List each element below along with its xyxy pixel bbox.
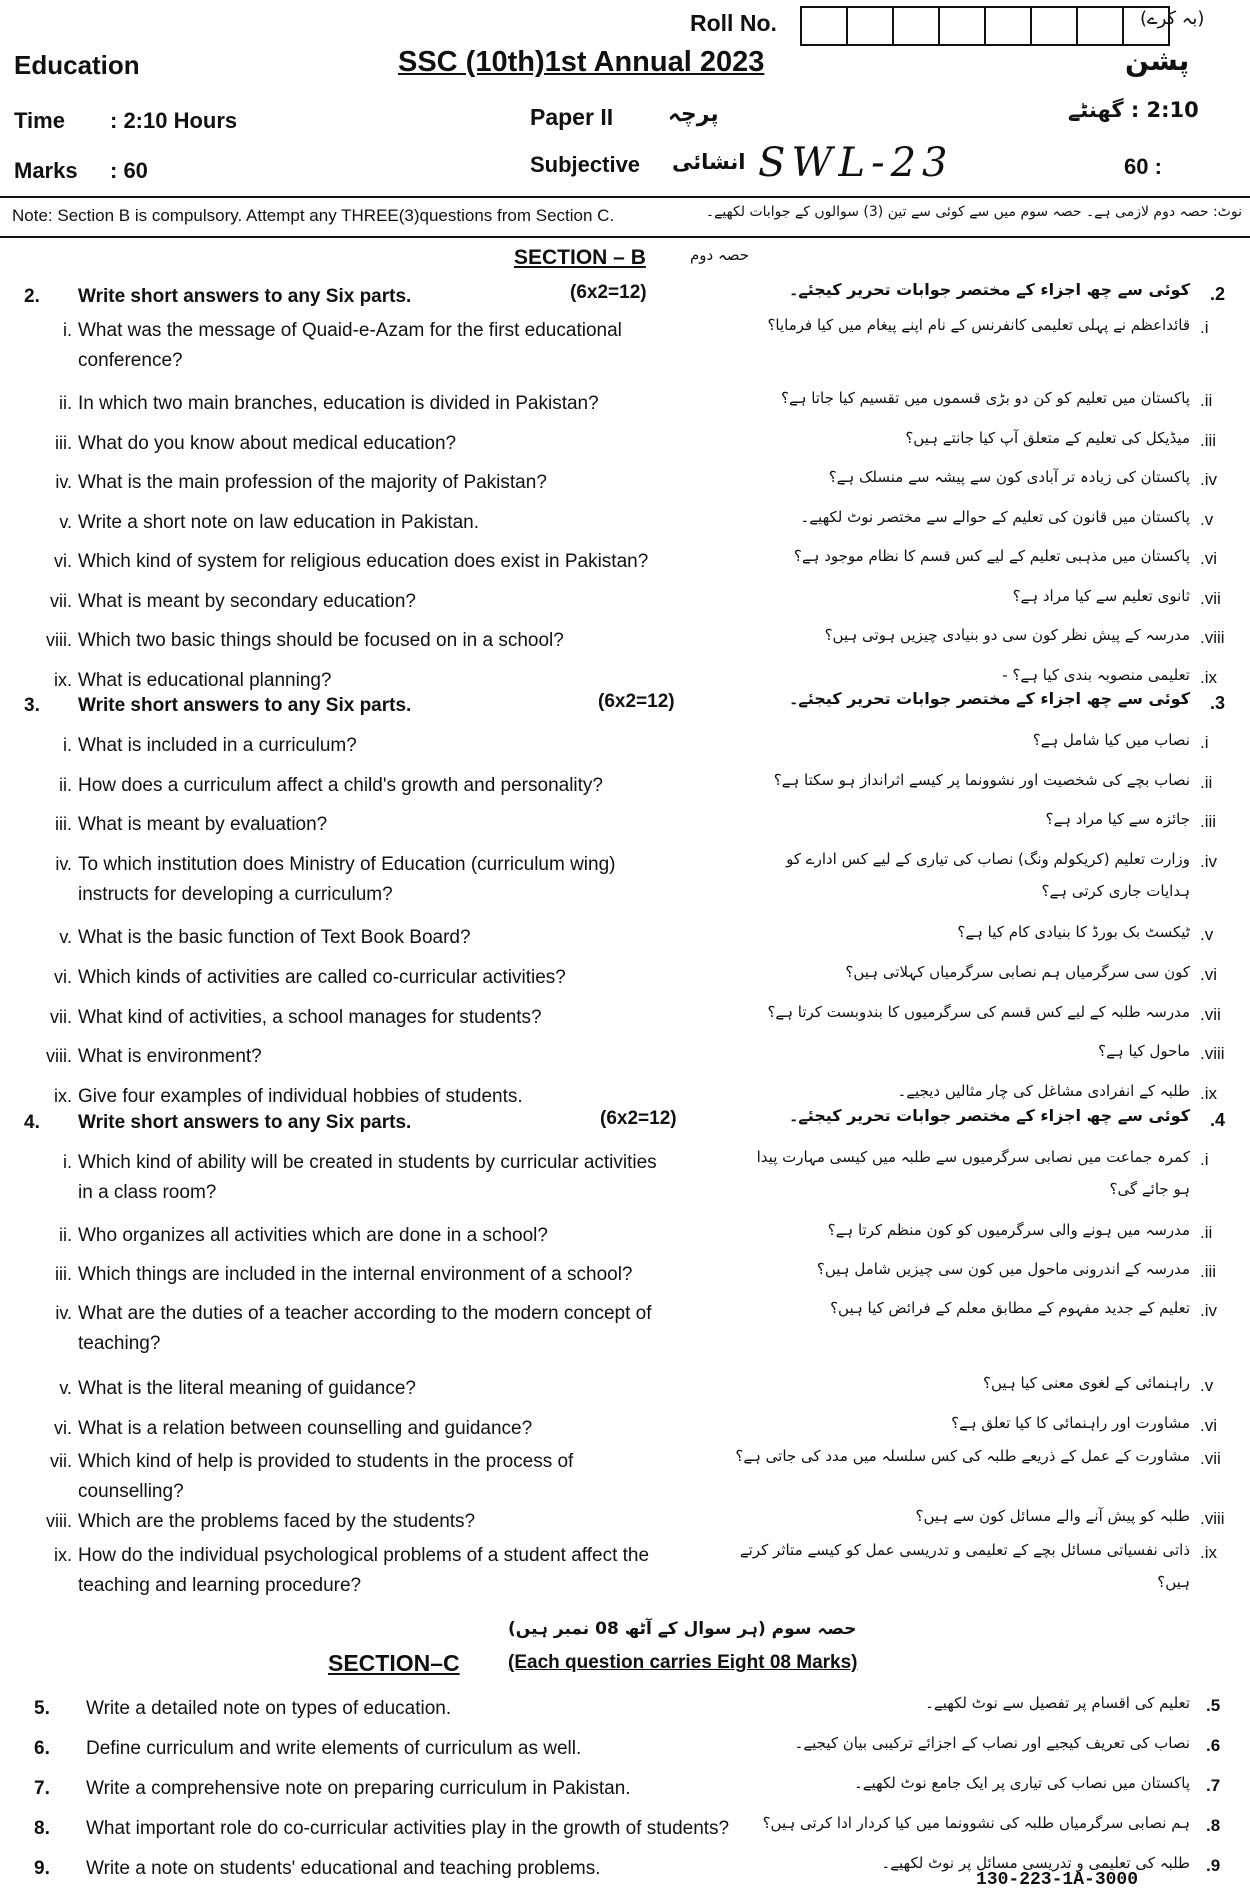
part-question: What is included in a curriculum? bbox=[78, 735, 357, 756]
part-question: To which institution does Ministry of Education (curriculum wing) bbox=[78, 854, 616, 875]
part-roman-urdu: .ix bbox=[1200, 668, 1217, 687]
part-question: Which two basic things should be focused on in a school? bbox=[78, 630, 564, 651]
part-question-urdu: ثانوی تعلیم سے کیا مراد ہے؟ bbox=[1012, 587, 1190, 605]
part-roman: vi. bbox=[54, 1418, 72, 1438]
subjective-urdu: انشائی bbox=[672, 150, 746, 174]
part-question: What is meant by evaluation? bbox=[78, 814, 328, 835]
question-text: Write a detailed note on types of education. bbox=[86, 1698, 452, 1719]
part-question: Which kinds of activities are called co-curricular activities? bbox=[78, 967, 566, 988]
part-roman: iv. bbox=[55, 1303, 72, 1323]
part-question-cont: teaching and learning procedure? bbox=[78, 1575, 362, 1596]
question-text: What important role do co-curricular activities play in the growth of students? bbox=[86, 1818, 730, 1839]
part-question: Write a short note on law education in Pakistan. bbox=[78, 512, 479, 533]
part-roman-urdu: .i bbox=[1200, 1150, 1209, 1169]
question-text-urdu: نصاب کی تعریف کیجیے اور نصاب کے اجزائے ترکیبی بیان کیجیے۔ bbox=[794, 1734, 1190, 1752]
part-question: Which kind of ability will be created in students by curricular activities bbox=[78, 1152, 657, 1173]
part-question-urdu: پاکستان میں قانون کی تعلیم کے حوالے سے مختصر نوٹ لکھیے۔ bbox=[800, 508, 1190, 526]
part-roman-urdu: .viii bbox=[1200, 628, 1225, 647]
part-roman-urdu: .vii bbox=[1200, 1449, 1221, 1468]
part-roman-urdu: .iii bbox=[1200, 1262, 1217, 1281]
part-question: What kind of activities, a school manages for students? bbox=[78, 1007, 542, 1028]
part-question: What is the main profession of the majority of Pakistan? bbox=[78, 472, 547, 493]
part-question-urdu: ٹیکسٹ بک بورڈ کا بنیادی کام کیا ہے؟ bbox=[957, 923, 1190, 941]
part-question: What is the literal meaning of guidance? bbox=[78, 1378, 416, 1399]
part-roman: iii. bbox=[55, 1264, 72, 1284]
part-question-urdu: ماحول کیا ہے؟ bbox=[1098, 1042, 1190, 1060]
part-question-urdu: کمرہ جماعت میں نصابی سرگرمیوں سے طلبہ میں کیسی مہارت پیدا bbox=[756, 1148, 1190, 1166]
question-number-urdu: .9 bbox=[1206, 1856, 1221, 1875]
part-question: What do you know about medical education? bbox=[78, 433, 457, 454]
question-number: 9. bbox=[34, 1858, 50, 1879]
part-roman-urdu: .v bbox=[1200, 1376, 1214, 1395]
part-question-urdu: مدرسہ طلبہ کے لیے کس قسم کی سرگرمیوں کا بندوبست کرتا ہے؟ bbox=[767, 1003, 1190, 1021]
paper-label: Paper II bbox=[530, 104, 614, 130]
part-question-urdu: پاکستان میں مذہبی تعلیم کے لیے کس قسم کا نظام موجود ہے؟ bbox=[793, 547, 1190, 565]
part-roman-urdu: .iv bbox=[1200, 1301, 1217, 1320]
question-number: 4. bbox=[24, 1112, 40, 1133]
part-roman: ii. bbox=[59, 1225, 72, 1245]
exam-title: SSC (10th)1st Annual 2023 bbox=[398, 46, 765, 78]
section-c-title: SECTION–C bbox=[328, 1650, 460, 1676]
question-number-urdu: .2 bbox=[1210, 284, 1226, 304]
question-number-urdu: .6 bbox=[1206, 1736, 1221, 1755]
part-roman-urdu: .ix bbox=[1200, 1543, 1217, 1562]
question-text: Write a comprehensive note on preparing curriculum in Pakistan. bbox=[86, 1778, 631, 1799]
part-question: Give four examples of individual hobbies of students. bbox=[78, 1086, 523, 1107]
part-roman: i. bbox=[63, 320, 72, 340]
part-roman: v. bbox=[59, 927, 72, 947]
part-roman: vi. bbox=[54, 967, 72, 987]
marks-value: : 60 bbox=[110, 158, 148, 183]
part-roman-urdu: .ii bbox=[1200, 1223, 1213, 1242]
question-text-urdu: پاکستان میں نصاب کی تیاری پر ایک جامع نوٹ لکھیے۔ bbox=[853, 1774, 1190, 1792]
part-question-urdu: تعلیمی منصوبہ بندی کیا ہے؟ - bbox=[1002, 666, 1190, 684]
part-roman-urdu: .ix bbox=[1200, 1084, 1217, 1103]
part-roman-urdu: .viii bbox=[1200, 1509, 1225, 1528]
question-instruction: Write short answers to any Six parts. bbox=[78, 286, 412, 307]
question-text-urdu: طلبہ کی تعلیمی و تدریسی مسائل پر نوٹ لکھیے۔ bbox=[881, 1854, 1190, 1872]
part-roman: iv. bbox=[55, 854, 72, 874]
part-question: What is meant by secondary education? bbox=[78, 591, 416, 612]
part-roman: iii. bbox=[55, 814, 72, 834]
part-question-urdu: کون سی سرگرمیاں ہم نصابی سرگرمیاں کہلاتی ہیں؟ bbox=[845, 963, 1190, 981]
question-instruction-urdu: کوئی سے چھ اجزاء کے مختصر جوابات تحریر کیجئے۔ bbox=[788, 1106, 1190, 1125]
part-question-urdu: مدرسہ کے اندرونی ماحول میں کون سی چیزیں شامل ہیں؟ bbox=[816, 1260, 1190, 1278]
question-number: 3. bbox=[24, 695, 40, 716]
roll-no-label: Roll No. bbox=[690, 10, 777, 36]
question-number-urdu: .5 bbox=[1206, 1696, 1221, 1715]
part-question-urdu: جائزہ سے کیا مراد ہے؟ bbox=[1045, 810, 1190, 828]
question-marks: (6x2=12) bbox=[598, 691, 675, 712]
part-question: What is the basic function of Text Book Board? bbox=[78, 927, 471, 948]
question-number-urdu: .7 bbox=[1206, 1776, 1221, 1795]
part-question-urdu: مشاورت کے عمل کے ذریعے طلبہ کی کس سلسلہ میں مدد کی جاتی ہے؟ bbox=[735, 1447, 1190, 1465]
part-roman: vii. bbox=[50, 1451, 72, 1471]
part-roman-urdu: .iii bbox=[1200, 431, 1217, 450]
part-roman: viii. bbox=[46, 630, 72, 650]
time-value: : 2:10 Hours bbox=[110, 108, 238, 133]
part-question-cont: teaching? bbox=[78, 1333, 161, 1354]
section-c-subtitle: (Each question carries Eight 08 Marks) bbox=[508, 1652, 858, 1673]
question-number: 8. bbox=[34, 1818, 50, 1839]
part-question-urdu: نصاب میں کیا شامل ہے؟ bbox=[1032, 731, 1190, 749]
part-question-urdu: طلبہ کے انفرادی مشاغل کی چار مثالیں دیجیے۔ bbox=[897, 1082, 1190, 1100]
part-question: Which kind of help is provided to students in the process of bbox=[78, 1451, 574, 1472]
question-number-urdu: .8 bbox=[1206, 1816, 1221, 1835]
part-roman-urdu: .vi bbox=[1200, 1416, 1217, 1435]
section-b-title: SECTION – B bbox=[514, 246, 646, 269]
subjective-label: Subjective bbox=[530, 152, 641, 177]
part-roman: viii. bbox=[46, 1511, 72, 1531]
question-text: Write a note on students' educational and teaching problems. bbox=[86, 1858, 601, 1879]
part-roman: vii. bbox=[50, 591, 72, 611]
part-roman-urdu: .i bbox=[1200, 318, 1209, 337]
question-instruction-urdu: کوئی سے چھ اجزاء کے مختصر جوابات تحریر کیجئے۔ bbox=[788, 280, 1190, 299]
part-question-cont: in a class room? bbox=[78, 1182, 217, 1203]
part-roman: vi. bbox=[54, 551, 72, 571]
subject-title-urdu: پشن bbox=[1125, 44, 1190, 77]
note-urdu: نوٹ: حصہ دوم لازمی ہے۔ حصہ سوم میں سے کوئی سے تین (3) سوالوں کے جوابات لکھیے۔ bbox=[705, 204, 1242, 220]
part-roman: ii. bbox=[59, 393, 72, 413]
part-roman-urdu: .ii bbox=[1200, 391, 1213, 410]
part-question-urdu: مدرسہ کے پیش نظر کون سی دو بنیادی چیزیں ہوتی ہیں؟ bbox=[824, 626, 1190, 644]
part-question-urdu: تعلیم کے جدید مفہوم کے مطابق معلم کے فرائض کیا ہیں؟ bbox=[830, 1299, 1190, 1317]
part-question: Which kind of system for religious education does exist in Pakistan? bbox=[78, 551, 649, 572]
part-question: What is environment? bbox=[78, 1046, 262, 1067]
marks-label: Marks bbox=[14, 158, 78, 183]
part-question: What was the message of Quaid-e-Azam for the first educational bbox=[78, 320, 622, 341]
part-roman: ix. bbox=[54, 670, 72, 690]
time-label: Time bbox=[14, 108, 65, 133]
part-roman: iv. bbox=[55, 472, 72, 492]
part-question: How do the individual psychological problems of a student affect the bbox=[78, 1545, 650, 1566]
header-divider bbox=[0, 196, 1250, 198]
question-number: 2. bbox=[24, 286, 40, 307]
part-question: In which two main branches, education is divided in Pakistan? bbox=[78, 393, 599, 414]
question-number: 7. bbox=[34, 1778, 50, 1799]
note: Note: Section B is compulsory. Attempt any THREE(3)questions from Section C. bbox=[12, 206, 615, 225]
part-question-urdu-cont: ہو جائے گی؟ bbox=[1109, 1180, 1190, 1198]
question-number: 6. bbox=[34, 1738, 50, 1759]
roll-no-boxes[interactable] bbox=[800, 6, 1170, 46]
part-question-urdu: پاکستان میں تعلیم کو کن دو بڑی قسموں میں تقسیم کیا جاتا ہے؟ bbox=[780, 389, 1190, 407]
note-divider bbox=[0, 236, 1250, 238]
part-roman-urdu: .v bbox=[1200, 510, 1214, 529]
part-roman-urdu: .v bbox=[1200, 925, 1214, 944]
part-roman-urdu: .iv bbox=[1200, 470, 1217, 489]
part-roman-urdu: .vi bbox=[1200, 965, 1217, 984]
part-question-urdu: قائداعظم نے پہلی تعلیمی کانفرنس کے نام اپنے پیغام میں کیا فرمایا؟ bbox=[767, 316, 1190, 334]
part-question-urdu: راہنمائی کے لغوی معنی کیا ہیں؟ bbox=[983, 1374, 1190, 1392]
part-roman: i. bbox=[63, 735, 72, 755]
part-question-urdu: مشاورت اور راہنمائی کا کیا تعلق ہے؟ bbox=[951, 1414, 1190, 1432]
part-roman: ix. bbox=[54, 1086, 72, 1106]
part-roman-urdu: .vii bbox=[1200, 589, 1221, 608]
part-question-cont: instructs for developing a curriculum? bbox=[78, 884, 393, 905]
part-question-cont: counselling? bbox=[78, 1481, 184, 1502]
part-roman: vii. bbox=[50, 1007, 72, 1027]
question-instruction-urdu: کوئی سے چھ اجزاء کے مختصر جوابات تحریر کیجئے۔ bbox=[788, 689, 1190, 708]
part-question-urdu: طلبہ کو پیش آنے والے مسائل کون سے ہیں؟ bbox=[915, 1507, 1190, 1525]
part-roman: viii. bbox=[46, 1046, 72, 1066]
part-roman: i. bbox=[63, 1152, 72, 1172]
question-instruction: Write short answers to any Six parts. bbox=[78, 1112, 412, 1133]
part-question-urdu-cont: ہدایات جاری کرتی ہے؟ bbox=[1041, 882, 1190, 900]
paper-code: 130-223-1A-3000 bbox=[976, 1870, 1139, 1890]
part-roman-urdu: .vi bbox=[1200, 549, 1217, 568]
part-question: Who organizes all activities which are done in a school? bbox=[78, 1225, 548, 1246]
part-question: What are the duties of a teacher according to the modern concept of bbox=[78, 1303, 652, 1324]
part-roman: ii. bbox=[59, 775, 72, 795]
part-question-urdu-cont: ہیں؟ bbox=[1157, 1573, 1190, 1591]
part-question-urdu: میڈیکل کی تعلیم کے متعلق آپ کیا جانتے ہیں؟ bbox=[905, 429, 1190, 447]
section-b-title-urdu: حصہ دوم bbox=[690, 246, 750, 264]
part-question-urdu: مدرسہ میں ہونے والی سرگرمیوں کو کون منظم کرتا ہے؟ bbox=[827, 1221, 1190, 1239]
part-roman-urdu: .iii bbox=[1200, 812, 1217, 831]
roll-no-urdu: (بہ کرے) bbox=[1140, 8, 1205, 29]
part-roman: iii. bbox=[55, 433, 72, 453]
part-question: How does a curriculum affect a child's growth and personality? bbox=[78, 775, 603, 796]
part-question: What is a relation between counselling and guidance? bbox=[78, 1418, 533, 1439]
question-number-urdu: .4 bbox=[1210, 1110, 1226, 1130]
part-roman: v. bbox=[59, 1378, 72, 1398]
part-roman: ix. bbox=[54, 1545, 72, 1565]
section-c-title-urdu: حصہ سوم (ہر سوال کے آٹھ 08 نمبر ہیں) bbox=[508, 1619, 857, 1639]
part-question-urdu: ذاتی نفسیاتی مسائل بچے کے تعلیمی و تدریسی عمل کو کیسے متاثر کرتے bbox=[739, 1541, 1190, 1559]
part-roman-urdu: .i bbox=[1200, 733, 1209, 752]
question-text-urdu: ہم نصابی سرگرمیاں طلبہ کی نشوونما میں کیا کردار ادا کرتی ہیں؟ bbox=[762, 1814, 1190, 1832]
marks-urdu: 60 : bbox=[1124, 154, 1162, 179]
part-question: Which are the problems faced by the students? bbox=[78, 1511, 476, 1532]
question-marks: (6x2=12) bbox=[600, 1108, 677, 1129]
handwritten-code: SWL-23 bbox=[758, 140, 954, 186]
paper-urdu: پرچہ bbox=[668, 102, 719, 127]
question-instruction: Write short answers to any Six parts. bbox=[78, 695, 412, 716]
question-marks: (6x2=12) bbox=[570, 282, 647, 303]
part-roman-urdu: .viii bbox=[1200, 1044, 1225, 1063]
subject-title: Education bbox=[14, 50, 140, 80]
question-text: Define curriculum and write elements of curriculum as well. bbox=[86, 1738, 582, 1759]
question-number-urdu: .3 bbox=[1210, 693, 1226, 713]
time-urdu: 2:10 : گھنٹے bbox=[1068, 98, 1199, 122]
part-question-urdu: نصاب بچے کی شخصیت اور نشوونما پر کیسے اثرانداز ہو سکتا ہے؟ bbox=[773, 771, 1190, 789]
part-roman-urdu: .vii bbox=[1200, 1005, 1221, 1024]
part-question-urdu: پاکستان کی زیادہ تر آبادی کون سے پیشہ سے منسلک ہے؟ bbox=[828, 468, 1190, 486]
part-roman-urdu: .iv bbox=[1200, 852, 1217, 871]
part-question-urdu: وزارت تعلیم (کریکولم ونگ) نصاب کی تیاری کے لیے کس ادارے کو bbox=[786, 850, 1190, 868]
part-roman-urdu: .ii bbox=[1200, 773, 1213, 792]
part-question-cont: conference? bbox=[78, 350, 183, 371]
question-number: 5. bbox=[34, 1698, 50, 1719]
part-roman: v. bbox=[59, 512, 72, 532]
question-text-urdu: تعلیم کی اقسام پر تفصیل سے نوٹ لکھیے۔ bbox=[925, 1694, 1190, 1712]
part-question: Which things are included in the internal environment of a school? bbox=[78, 1264, 633, 1285]
part-question: What is educational planning? bbox=[78, 670, 332, 691]
